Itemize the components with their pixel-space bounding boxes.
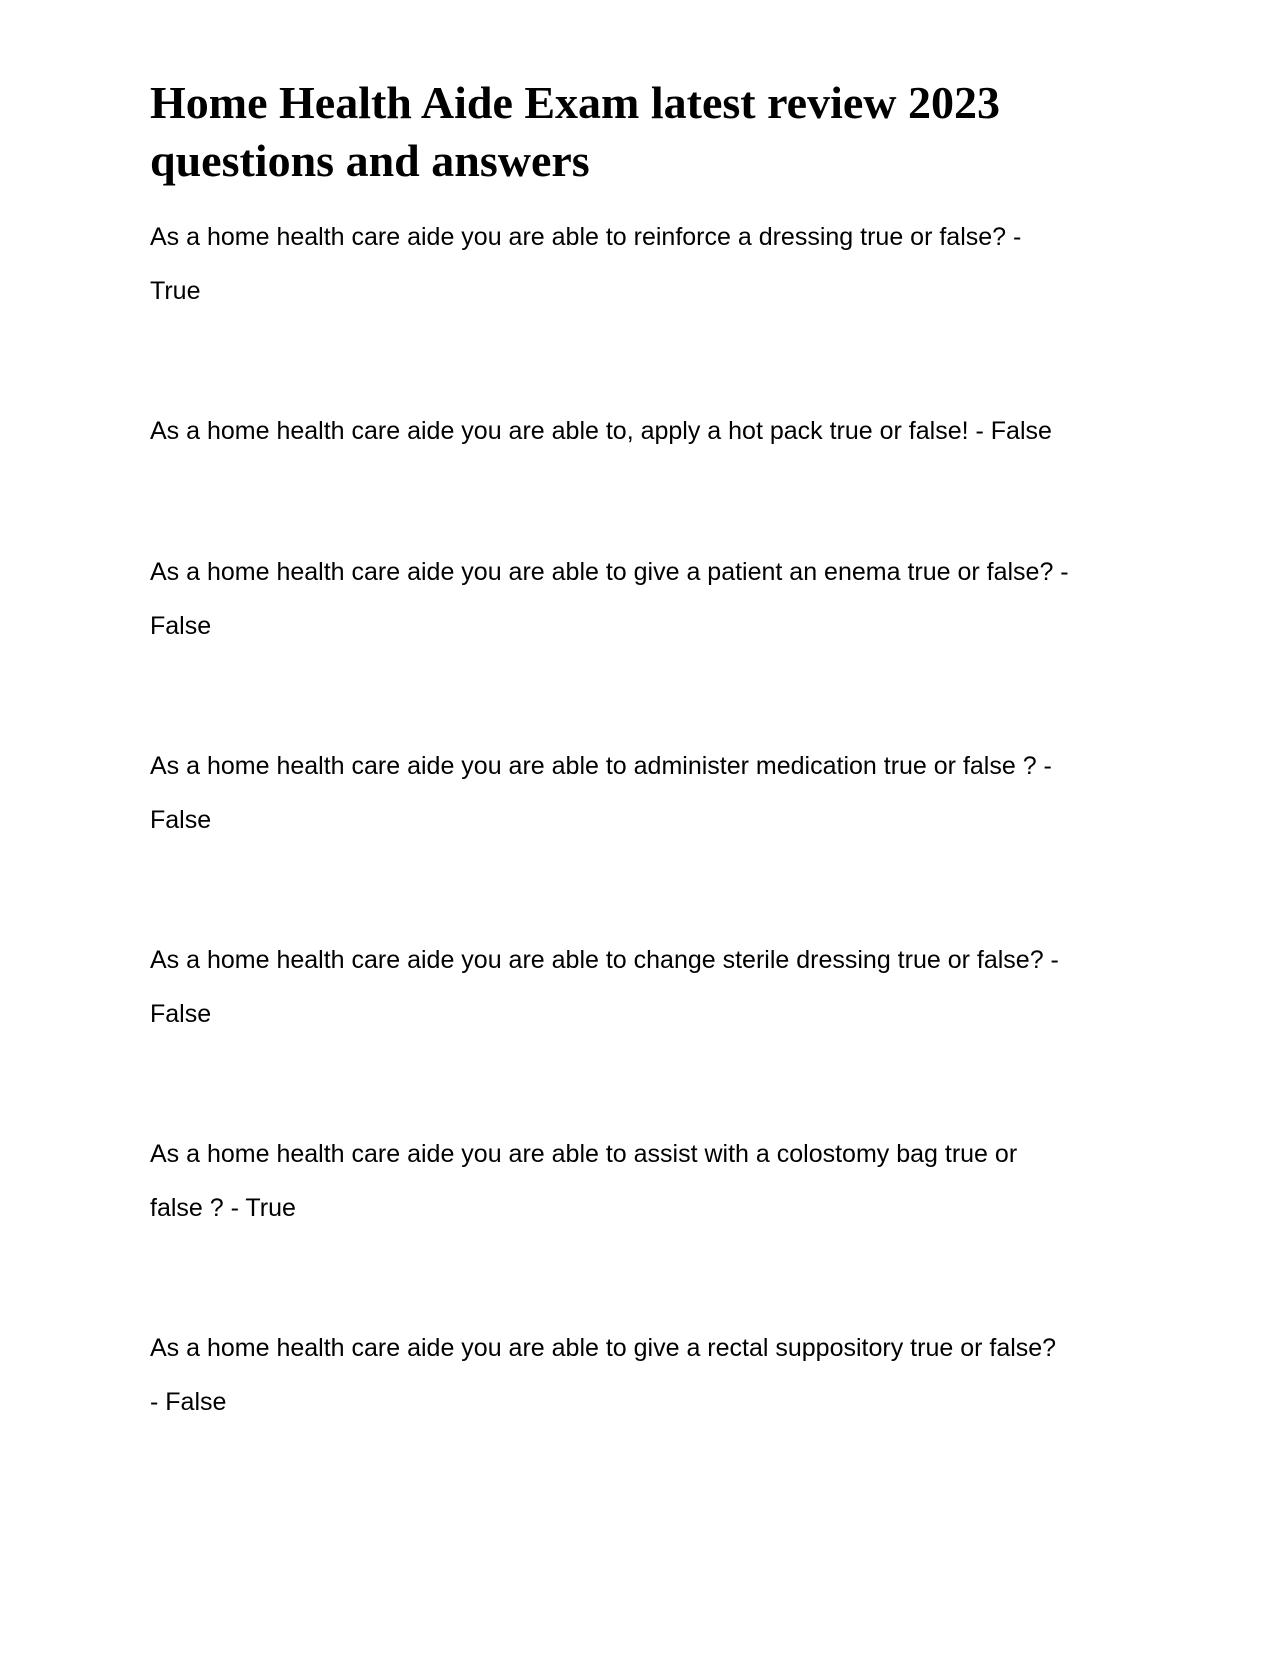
qa-item: As a home health care aide you are able to give a patient an enema true or false? - False: [150, 558, 1069, 640]
qa-item: As a home health care aide you are able to give a rectal suppository true or false? - False: [150, 1334, 1057, 1416]
qa-item: As a home health care aide you are able to reinforce a dressing true or false? - True: [150, 223, 1022, 305]
page-title: Home Health Aide Exam latest review 2023 questions and answers: [150, 77, 1001, 186]
qa-item: As a home health care aide you are able to change sterile dressing true or false? - False: [150, 946, 1059, 1028]
qa-item: As a home health care aide you are able to assist with a colostomy bag true or false ? - True: [150, 1140, 1018, 1222]
qa-item: As a home health care aide you are able to, apply a hot pack true or false! - False: [150, 417, 1052, 445]
qa-item: As a home health care aide you are able to administer medication true or false ? - False: [150, 752, 1052, 834]
